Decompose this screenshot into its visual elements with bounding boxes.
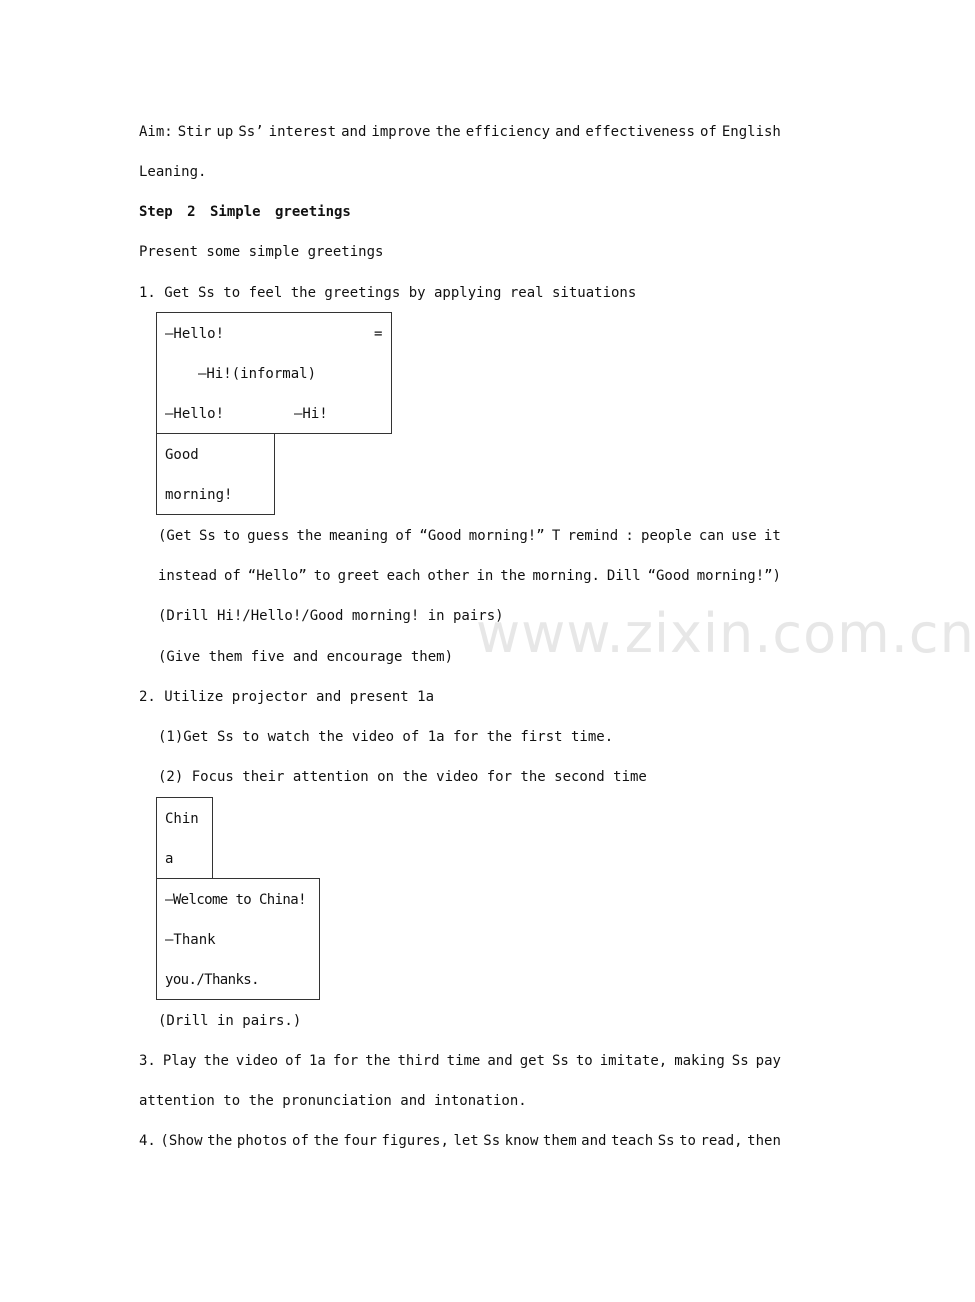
item-3-line-1 [139, 1051, 781, 1071]
word: 3. [139, 1053, 156, 1069]
word: them [542, 1133, 577, 1149]
word: : [625, 528, 634, 544]
word: and [341, 124, 367, 140]
welcome-line-2: —Thank [165, 932, 216, 948]
word: in [476, 568, 494, 584]
word: pay [755, 1053, 781, 1069]
word: for [332, 1053, 359, 1069]
word: teach [611, 1133, 654, 1149]
greeting-hello-1: —Hello! [165, 326, 225, 342]
drill-1: (Drill Hi!/Hello!/Good morning! in pairs) [158, 608, 504, 624]
word: “Hello” [247, 568, 307, 584]
welcome-box [156, 878, 320, 1000]
word: meaning [329, 528, 389, 544]
word: each [386, 568, 421, 584]
word: can [698, 528, 725, 544]
item-2-1: (1)Get Ss to watch the video of 1a for the first time. [158, 729, 614, 745]
word: English [721, 124, 781, 140]
word: the [296, 528, 322, 544]
word: making [674, 1053, 725, 1069]
word: Stir [177, 124, 212, 140]
word: Ss [552, 1053, 569, 1069]
word: it [763, 528, 781, 544]
good-morning-box [156, 433, 275, 515]
item-2-2: (2) Focus their attention on the video for the second time [158, 769, 647, 785]
china-line-1: Chin [165, 811, 199, 827]
give-five: (Give them five and encourage them) [158, 649, 454, 665]
word: morning. [532, 568, 600, 584]
word: improve [371, 124, 431, 140]
word: 4. [139, 1133, 156, 1149]
item-4-line-1 [139, 1131, 781, 1151]
aim-line-1 [139, 122, 781, 142]
word: to [575, 1053, 593, 1069]
word: get [519, 1053, 545, 1069]
word: “Good [647, 568, 690, 584]
word: use [731, 528, 757, 544]
word: (Get [158, 528, 192, 544]
word: up [216, 124, 234, 140]
word: Ss [483, 1133, 501, 1149]
item-2: 2. Utilize projector and present 1a [139, 689, 435, 705]
greeting-hi: —Hi! [294, 406, 328, 422]
word: interest [268, 124, 337, 140]
word: the [365, 1053, 391, 1069]
word: Dill [606, 568, 641, 584]
word: morning!”) [696, 568, 781, 584]
watermark: www.zixin.com.cn [476, 602, 975, 665]
word: read, [700, 1133, 743, 1149]
welcome-line-1: —Welcome to China! [165, 892, 306, 908]
equals-sign: = [374, 326, 383, 342]
note-1-line-1 [158, 526, 781, 546]
word: “Good [419, 528, 462, 544]
word: to [313, 568, 331, 584]
word: T [551, 528, 561, 544]
word: time [446, 1053, 481, 1069]
word: effectiveness [585, 124, 695, 140]
word: figures, [381, 1133, 449, 1149]
word: then [747, 1133, 781, 1149]
word: guess [247, 528, 290, 544]
word: of [285, 1053, 302, 1069]
item-1: 1. Get Ss to feel the greetings by applying real situations [139, 285, 637, 301]
word: photos [236, 1133, 288, 1149]
word: Play [162, 1053, 197, 1069]
word: the [207, 1133, 233, 1149]
word: video [235, 1053, 279, 1069]
step2-heading: Step 2 Simple greetings [139, 204, 351, 220]
drill-2: (Drill in pairs.) [158, 1013, 302, 1029]
word: imitate, [599, 1053, 668, 1069]
word: four [343, 1133, 377, 1149]
word: and [487, 1053, 513, 1069]
china-box [156, 797, 213, 879]
word: of [223, 568, 241, 584]
word: third [397, 1053, 440, 1069]
word: the [435, 124, 461, 140]
greetings-box [156, 312, 392, 434]
word: let [453, 1133, 479, 1149]
aim-line-2: Leaning. [139, 164, 207, 180]
word: the [500, 568, 526, 584]
word: of [395, 528, 413, 544]
good-morning-line-1: Good [165, 447, 199, 463]
word: of [699, 124, 717, 140]
welcome-line-3: you./Thanks. [165, 972, 259, 988]
item-3-line-2: attention to the pronunciation and intonation. [139, 1093, 527, 1109]
word: to [679, 1133, 696, 1149]
greeting-hi-informal: —Hi!(informal) [198, 366, 317, 382]
word: know [504, 1133, 539, 1149]
word: remind [567, 528, 619, 544]
greeting-hello-2: —Hello! [165, 406, 225, 422]
word: greet [337, 568, 380, 584]
china-line-2: a [165, 851, 174, 867]
word: efficiency [465, 124, 551, 140]
word: the [313, 1133, 339, 1149]
word: Ss [198, 528, 216, 544]
word: instead [158, 568, 218, 584]
word: morning!” [468, 528, 545, 544]
word: and [555, 124, 581, 140]
word: Aim: [139, 124, 173, 140]
word: Ss [657, 1133, 675, 1149]
word: and [581, 1133, 607, 1149]
word: (Show [160, 1133, 203, 1149]
note-1-line-2 [158, 566, 781, 586]
word: of [292, 1133, 309, 1149]
word: Ss [731, 1053, 749, 1069]
word: 1a [308, 1053, 326, 1069]
word: the [203, 1053, 229, 1069]
present-line: Present some simple greetings [139, 244, 384, 260]
word: Ss’ [238, 124, 264, 140]
word: people [641, 528, 692, 544]
word: other [427, 568, 470, 584]
word: to [223, 528, 240, 544]
good-morning-line-2: morning! [165, 487, 233, 503]
